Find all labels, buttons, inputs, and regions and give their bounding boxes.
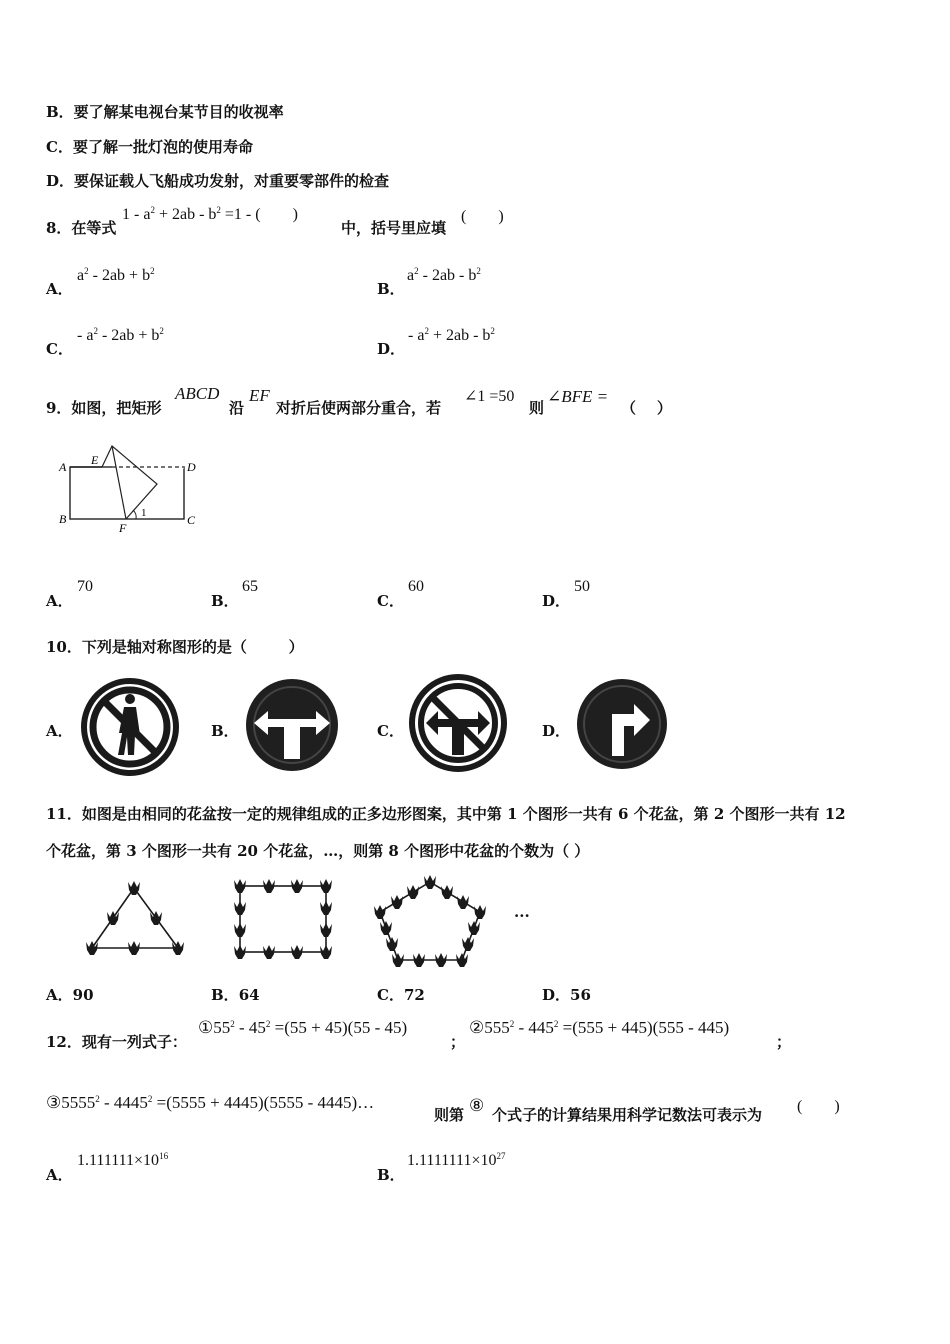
q8-option-b: $a^2 - 2ab - b^2$ (407, 266, 481, 284)
q9-option-c-value: 60 (408, 578, 424, 595)
q9-along: 沿 (229, 399, 245, 417)
q9-rect: ABCD (175, 384, 220, 403)
q9-rectangle-figure (54, 440, 214, 540)
label-d: D (187, 460, 196, 474)
square-flowerpot-pattern (228, 874, 338, 964)
q12-sep-2: ； (776, 1033, 792, 1051)
q7-option-b: B．要了解某电视台某节目的收视率 (46, 103, 284, 121)
q9-angle1: ∠1 =50 (464, 388, 515, 405)
q11-dots: ... (514, 903, 530, 921)
q8-option-c: - $a^2 - 2ab + b^2$ (77, 326, 164, 344)
label-c: C (187, 513, 196, 527)
q11-option-c: C．72 (377, 986, 425, 1004)
q12-paren: ( ) (797, 1098, 840, 1115)
q9-option-d-value: 50 (574, 578, 590, 595)
q12-option-b: $1.1111111\times 10^{27}$ (407, 1151, 506, 1169)
q12-prefix: 12．现有一列式子： (46, 1033, 187, 1051)
q9-line: EF (249, 386, 270, 405)
q8-option-b-letter: B． (377, 280, 405, 298)
label-e: E (91, 453, 99, 467)
q9-paren: （ ） (621, 399, 672, 417)
label-f: F (119, 521, 127, 535)
q12-option-a: $1.111111\times 10^{16}$ (77, 1151, 169, 1169)
q12-then: 则第 (434, 1106, 465, 1124)
label-a: A (59, 460, 67, 474)
label-angle-1: 1 (141, 507, 147, 519)
q8-option-d: - $a^2 + 2ab - b^2$ (408, 326, 495, 344)
triangle-flowerpot-pattern (82, 878, 192, 968)
q12-option-a-letter: A． (46, 1166, 73, 1184)
q9-option-a-letter: A． (46, 592, 73, 610)
q11-option-b: B．64 (211, 986, 260, 1004)
q8-option-a: $a^2 - 2ab + b^2$ (77, 266, 155, 284)
no-pedestrian-sign-icon (80, 677, 180, 777)
q9-option-a-value: 70 (77, 578, 93, 595)
q7-option-d: D．要保证载人飞船成功发射，对重要零部件的检查 (46, 172, 390, 190)
q12-eighth: ⑧ (469, 1096, 485, 1115)
q11-line2: 个花盆，第 3 个图形一共有 20 个花盆，…，则第 8 个图形中花盆的个数为（ ） (46, 842, 590, 860)
q9-option-c-letter: C． (377, 592, 404, 610)
q12-option-b-letter: B． (377, 1166, 405, 1184)
no-turn-sign-icon (410, 675, 510, 775)
q9-option-d-letter: D． (542, 592, 571, 610)
q12-rest: 个式子的计算结果用科学记数法可表示为 (492, 1106, 763, 1124)
q8-option-c-letter: C． (46, 340, 73, 358)
label-b: B (59, 512, 67, 526)
q7-option-c: C．要了解一批灯泡的使用寿命 (46, 138, 253, 156)
q12-sep-1: ； (450, 1033, 466, 1051)
q10-stem: 10．下列是轴对称图形的是（ ） (46, 638, 304, 656)
folded-flap (102, 446, 157, 519)
q11-option-d: D．56 (542, 986, 591, 1004)
q9-angle2: ∠BFE = (547, 387, 609, 406)
fold-line-ef (112, 446, 126, 519)
q8-middle: 中，括号里应填 (341, 219, 447, 237)
q8-prefix: 8．在等式 (46, 219, 117, 237)
q12-expression-3: ③5555$^2$ - $4445^2 =(5555 + 4445)(5555$ - 4445)… (46, 1093, 375, 1112)
q10-option-b-letter: B． (211, 722, 239, 740)
q10-option-d-letter: D． (542, 722, 571, 740)
q8-paren: ( ) (461, 208, 504, 225)
q12-expression-2: $②555^2 - 445^2 =(555 + 445)(555 - 445)$ (469, 1018, 730, 1037)
q8-equation: $1 - a^2 + 2ab - b^2 =1$ - ( ) (122, 205, 298, 223)
q9-then: 则 (529, 399, 545, 417)
turn-right-sign-icon (576, 676, 676, 776)
rectangle-abcd (70, 467, 184, 519)
q9-option-b-value: 65 (242, 578, 258, 595)
q10-option-a-letter: A． (46, 722, 73, 740)
q9-prefix: 9．如图，把矩形 (46, 399, 162, 417)
left-right-turn-sign-icon (244, 677, 344, 777)
pentagon-flowerpot-pattern (372, 872, 492, 972)
q9-mid: 对折后使两部分重合，若 (276, 399, 442, 417)
q9-option-b-letter: B． (211, 592, 239, 610)
q11-line1: 11．如图是由相同的花盆按一定的规律组成的正多边形图案，其中第 1 个图形一共有 6 个花盆，第 2 个图形一共有 12 (46, 805, 846, 823)
q10-option-c-letter: C． (377, 722, 404, 740)
q11-option-a: A．90 (46, 986, 94, 1004)
q8-option-d-letter: D． (377, 340, 406, 358)
q8-option-a-letter: A． (46, 280, 73, 298)
q12-expression-1: $①55^2 - 45^2 =(55 + 45)(55 - 45)$ (198, 1018, 408, 1037)
